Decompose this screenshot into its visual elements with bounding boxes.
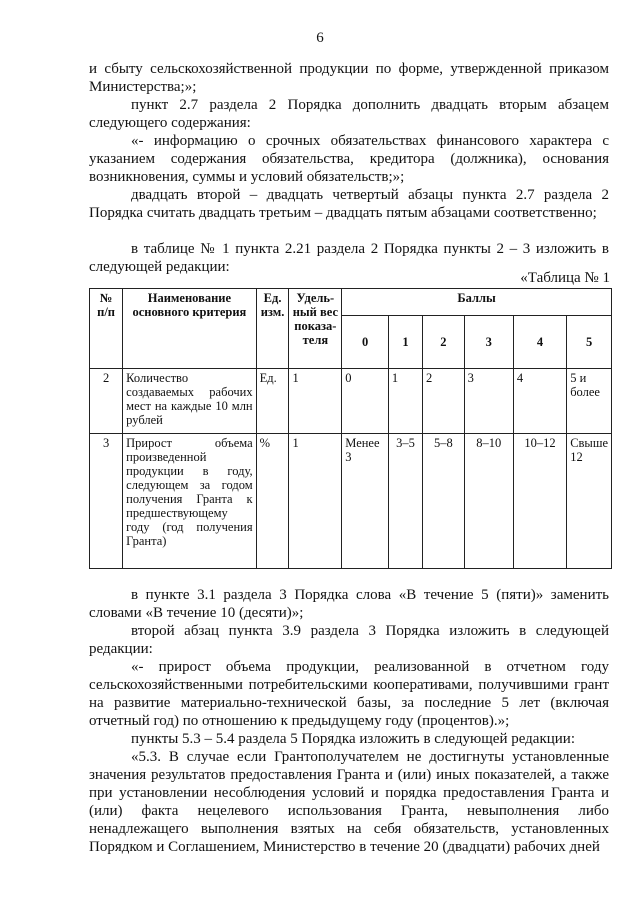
header-num: № п/п [90,289,123,369]
row-2-unit: Ед. [256,369,289,434]
row-3-point-3: 8–10 [464,434,513,569]
row-2-num: 2 [90,369,123,434]
row-3-point-4: 10–12 [513,434,566,569]
row-2-point-1: 1 [388,369,422,434]
header-name: Наименование основного критерия [123,289,256,369]
row-2-point-2: 2 [423,369,465,434]
criteria-table [89,288,612,569]
paragraph-9: пункты 5.3 – 5.4 раздела 5 Порядка изложить в следующей редакции: [131,731,576,747]
row-2-weight: 1 [289,369,342,434]
row-3-num: 3 [90,434,123,569]
row-2-point-4: 4 [513,369,566,434]
paragraph-4: двадцать второй – двадцать четвертый абзацы пункта 2.7 раздела 2 Порядка считать двадцать третьим – двадцать пятым абзацами соответственно; [89,187,609,221]
paragraph-1: и сбыту сельскохозяйственной продукции по форме, утвержденной приказом Министерства;»; [89,61,609,95]
header-point-2: 2 [423,316,465,369]
table-header-row [90,289,612,316]
row-2-point-0: 0 [342,369,389,434]
row-2-name: Количество создаваемых рабочих мест на каждые 10 млн рублей [123,369,256,434]
row-3-point-1: 3–5 [388,434,422,569]
row-3-weight: 1 [289,434,342,569]
row-3-point-5: Свыше 12 [567,434,612,569]
paragraph-10: «5.3. В случае если Грантополучателем не достигнуты установленные значения результатов предоставления Гранта и (или) иных показателей, а также при установлении несоблюдения условий и порядка предоставления Гранта и (или) факта нецелевого использования Гранта, невыполнения либо ненадлежащего выполнения взятых на себя обязательств, установленных Порядком и Соглашением, Министерство в течение 20 (двадцати) рабочих дней [89,749,609,855]
row-3-point-2: 5–8 [423,434,465,569]
paragraph-8: «- прирост объема продукции, реализованной в отчетном году сельскохозяйственными потребительскими кооперативами, получившими грант на развитие материально-технической базы, за последние 5 лет (включая отчетный год) по отношению к предыдущему году (процентов).»; [89,659,609,729]
header-point-1: 1 [388,316,422,369]
table-caption: «Таблица № 1 [520,270,610,286]
row-3-name: Прирост объема произведенной продукции в году, следующем за годом получения Гранта к предшествующему году (год получения Гранта) [123,434,256,569]
paragraph-3: «- информацию о срочных обязательствах финансового характера с указанием содержания обязательства, кредитора (должника), основания возникновения, суммы и условий обязательств;»; [89,133,609,185]
header-points: Баллы [342,289,612,316]
header-unit: Ед. изм. [256,289,289,369]
row-2-point-5: 5 и более [567,369,612,434]
table-row [90,369,612,434]
header-point-3: 3 [464,316,513,369]
paragraph-5: в таблице № 1 пункта 2.21 раздела 2 Порядка пункты 2 – 3 изложить в следующей редакции: [89,241,609,275]
table-row [90,434,612,569]
header-point-4: 4 [513,316,566,369]
header-point-0: 0 [342,316,389,369]
header-point-5: 5 [567,316,612,369]
paragraph-7: второй абзац пункта 3.9 раздела 3 Порядка изложить в следующей редакции: [89,623,609,657]
row-3-unit: % [256,434,289,569]
row-3-point-0: Менее 3 [342,434,389,569]
page-number: 6 [316,30,324,46]
paragraph-2: пункт 2.7 раздела 2 Порядка дополнить двадцать вторым абзацем следующего содержания: [89,97,609,131]
header-weight: Удель-ный вес показа-теля [289,289,342,369]
paragraph-6: в пункте 3.1 раздела 3 Порядка слова «В течение 5 (пяти)» заменить словами «В течение 10 (десяти)»; [89,587,609,621]
row-2-point-3: 3 [464,369,513,434]
